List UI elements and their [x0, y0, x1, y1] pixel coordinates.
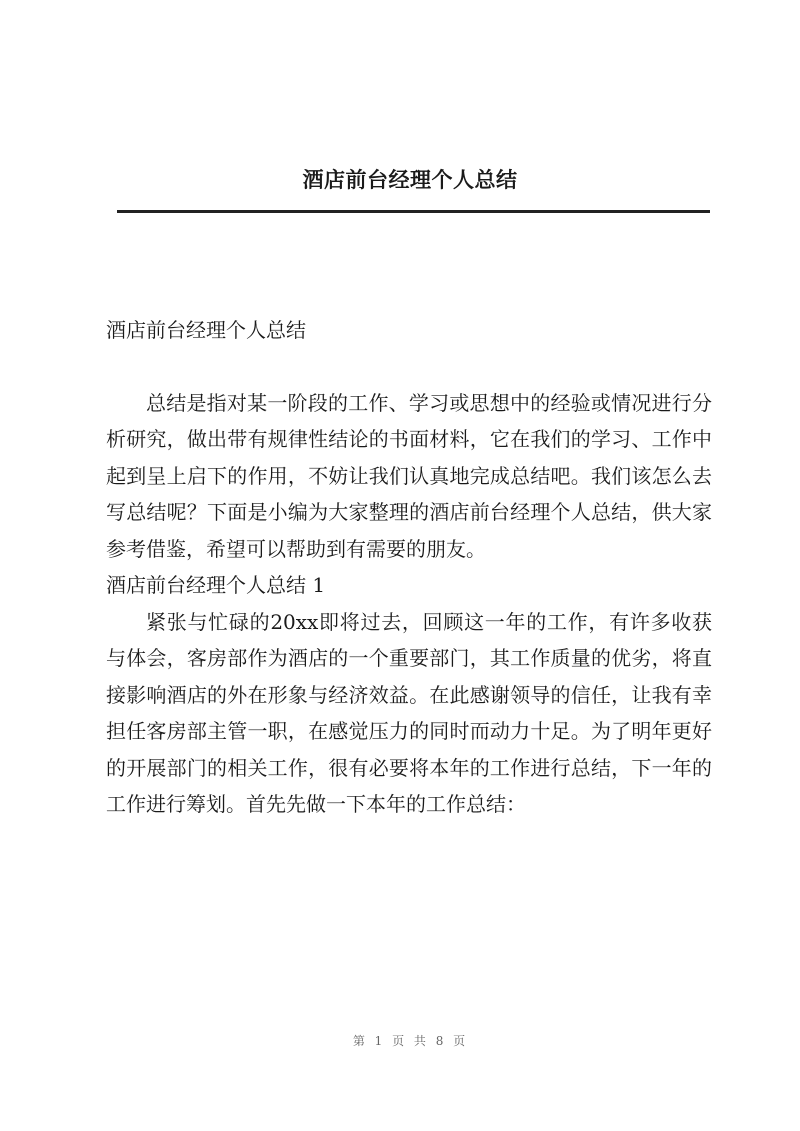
section-paragraph: 紧张与忙碌的20xx即将过去，回顾这一年的工作，有许多收获与体会，客房部作为酒店的一个重要部门，其工作质量的优劣，将直接影响酒店的外在形象与经济效益。在此感谢领导的信任，让我有幸担任客房部主管一职，在感觉压力的同时而动力十足。为了明年更好的开展部门的相关工作，很有必要将本年的工作进行总结，下一年的工作进行筹划。首先先做一下本年的工作总结： [106, 609, 712, 816]
intro-paragraph: 总结是指对某一阶段的工作、学习或思想中的经验或情况进行分析研究，做出带有规律性结论的书面材料，它在我们的学习、工作中起到呈上启下的作用，不妨让我们认真地完成总结吧。我们该怎么去写总结呢？下面是小编为大家整理的酒店前台经理个人总结，供大家参考借鉴，希望可以帮助到有需要的朋友。 [106, 390, 712, 561]
page-footer: 第 1 页 共 8 页 [352, 1034, 466, 1048]
section-heading: 酒店前台经理个人总结 1 [106, 573, 326, 597]
main-heading: 酒店前台经理个人总结 [106, 318, 306, 342]
document-body [106, 312, 712, 823]
document-header-title: 酒店前台经理个人总结 [302, 167, 518, 192]
header-divider [117, 210, 710, 213]
